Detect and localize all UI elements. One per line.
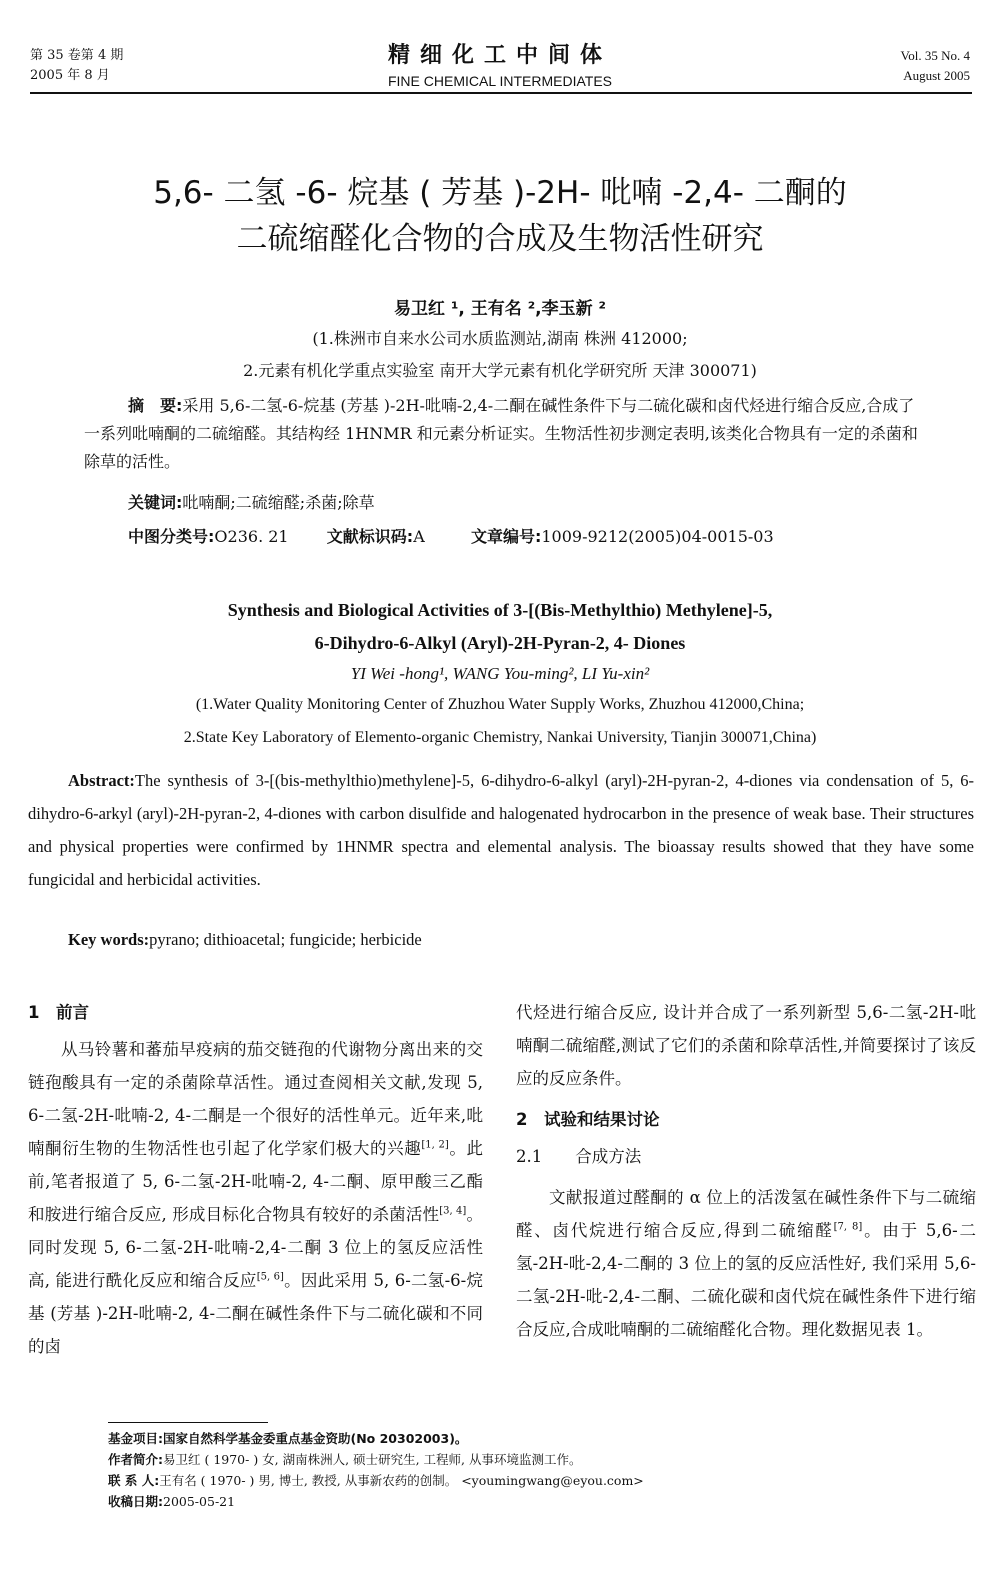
s1-text-b: 。此前,笔者报道了 5, 6-二氢-2H-吡喃-2, 4-二酮、原甲酸三乙酯和胺进行缩合反应, 形成目标化合物具有较好的杀菌活性 [28,1139,484,1224]
citation-1-2: [1, 2] [421,1139,449,1151]
authors-cn: 易卫红 ¹, 王有名 ²,李玉新 ² [394,299,606,319]
section-1-continuation: 代烃进行缩合反应, 设计并合成了一系列新型 5,6-二氢-2H-吡喃酮二硫缩醛,测试了它们的杀菌和除草活性,并简要探讨了该反应的反应条件。 [516,1003,976,1088]
section-1-heading: 1 前言 [28,1003,89,1022]
abstract-cn-text: 采用 5,6-二氢-6-烷基 (芳基 )-2H-吡喃-2,4-二酮在碱性条件下与二硫化碳和卤代烃进行缩合反应,合成了一系列吡喃酮的二硫缩醛。其结构经 1HNMR 和元素分析证实。生物活性初步测定表明,该类化合物具有一定的杀菌和除草的活性。 [84,396,918,471]
contact-label: 联 系 人: [108,1473,160,1488]
footnote-received [108,1491,968,1512]
classification-line [128,524,774,547]
keywords-en-label: Key words: [68,930,150,949]
header-divider [30,92,972,94]
authors-en: YI Wei -hong¹, WANG You-ming², LI Yu-xin² [350,664,650,683]
abstract-en-label: Abstract: [68,771,135,790]
abstract-cn [84,392,920,476]
section-2-1-paragraph [516,1181,976,1346]
article-no-label: 文章编号: [470,527,542,546]
affiliation-cn-2: 2.元素有机化学重点实验室 南开大学元素有机化学研究所 天津 300071) [243,361,757,380]
paper-title-cn [40,170,960,262]
s2-text-a: 文献报道过醛酮的 α 位上的活泼氢在碱性条件下与二硫缩醛、卤代烷进行缩合反应,得到二硫缩醛 [516,1188,976,1240]
journal-masthead [300,38,700,89]
footnote-author [108,1449,968,1470]
section-2-1-heading: 2.1 合成方法 [516,1147,642,1166]
keywords-cn-label: 关键词: [128,493,183,512]
paper-title-en [0,594,1000,660]
fund-label: 基金项目: [108,1431,163,1446]
citation-3-4: [3, 4] [439,1205,467,1217]
s1-text-a: 从马铃薯和蕃茄早疫病的茄交链孢的代谢物分离出来的交链孢酸具有一定的杀菌除草活性。通过查阅相关文献,发现 5, 6-二氢-2H-吡喃-2, 4-二酮是一个很好的活性单元。近年来,吡喃酮衍生物的生物活性也引起了化学家们极大的兴趣 [28,1040,483,1158]
doc-code-label: 文献标识码: [326,527,414,546]
volume-issue-cn: 第 35 卷第 4 期 [30,48,124,63]
footnote-contact [108,1470,968,1491]
abstract-cn-label: 摘 要: [128,396,183,415]
section-1-paragraph [28,1033,483,1363]
clc-label: 中图分类号: [128,527,215,546]
author-bio-text: 易卫红 ( 1970- ) 女, 湖南株洲人, 硕士研究生, 工程师, 从事环境监测工作。 [163,1452,582,1467]
keywords-en [68,930,422,950]
body-left-column [28,996,483,1363]
s2-text-b: 。由于 5,6-二氢-2H-吡-2,4-二酮的 3 位上的氢的反应活性好, 我们采用 5,6-二氢-2H-吡-2,4-二酮、二硫化碳和卤代烷在碱性条件下进行缩合反应,合成吡喃酮的二硫缩醛化合物。理化数据见表 1。 [516,1221,977,1339]
journal-name-en: FINE CHEMICAL INTERMEDIATES [387,73,613,89]
fund-text: 国家自然科学基金委重点基金资助(No 20302003)。 [163,1431,468,1446]
issue-info-en [901,46,970,86]
body-right-column [516,996,976,1346]
title-line-1: 5,6- 二氢 -6- 烷基 ( 芳基 )-2H- 吡喃 -2,4- 二酮的 [153,175,847,211]
affiliation-en-2: 2.State Key Laboratory of Elemento-organic Chemistry, Nankai University, Tianjin 300071,China) [183,729,817,746]
date-cn: 2005 年 8 月 [30,68,110,83]
footnote-fund [108,1428,968,1449]
contact-text: 王有名 ( 1970- ) 男, 博士, 教授, 从事新农药的创制。 <youmingwang@eyou.com> [159,1473,644,1488]
volume-issue-en: Vol. 35 No. 4 [900,48,970,63]
abstract-en [28,764,974,896]
abstract-en-text: The synthesis of 3-[(bis-methylthio)methylene]-5, 6-dihydro-6-alkyl (aryl)-2H-pyran-2, 4-diones via condensation of 5, 6-dihydro-6-arkyl (aryl)-2H-pyran-2, 4-diones with carbon disulfide and halogenated hydrocarbon in the presence of weak base. Their structures and physical properties were confirmed by 1HNMR spectra and elemental analysis. The bioassay results showed that they have some fungicidal and herbicidal activities. [28,771,974,889]
title-en-line-2: 6-Dihydro-6-Alkyl (Aryl)-2H-Pyran-2, 4- Diones [314,633,686,653]
section-2-heading: 2 试验和结果讨论 [516,1110,660,1129]
footnotes [108,1428,968,1512]
keywords-cn-text: 吡喃酮;二硫缩醛;杀菌;除草 [182,493,375,512]
doc-code-value: A [413,527,425,546]
received-date: 2005-05-21 [163,1494,236,1509]
author-bio-label: 作者简介: [108,1452,163,1467]
affiliation-cn-1: (1.株洲市自来水公司水质监测站,湖南 株洲 412000; [312,329,688,348]
s1-text-c: 。同时发现 5, 6-二氢-2H-吡喃-2,4-二酮 3 位上的氢反应活性高, 能进行酰化反应和缩合反应 [28,1205,484,1290]
s1-text-d: 。因此采用 5, 6-二氢-6-烷基 (芳基 )-2H-吡喃-2, 4-二酮在碱性条件下与二硫化碳和不同的卤 [28,1271,483,1356]
keywords-en-text: pyrano; dithioacetal; fungicide; herbicide [149,930,422,949]
citation-5-6: [5, 6] [256,1271,284,1283]
issue-info [30,46,123,86]
footnote-divider [108,1422,268,1423]
affiliation-en-1: (1.Water Quality Monitoring Center of Zhuzhou Water Supply Works, Zhuzhou 412000,China; [195,696,805,713]
date-en: August 2005 [903,68,970,83]
journal-name-cn: 精细化工中间体 [387,43,612,68]
clc-value: O236. 21 [214,527,289,546]
title-en-line-1: Synthesis and Biological Activities of 3-[(Bis-Methylthio) Methylene]-5, [227,600,773,620]
article-no-value: 1009-9212(2005)04-0015-03 [541,527,774,546]
title-line-2: 二硫缩醛化合物的合成及生物活性研究 [236,221,764,257]
citation-7-8: [7, 8] [833,1221,863,1233]
keywords-cn [128,490,375,513]
received-label: 收稿日期: [108,1494,163,1509]
